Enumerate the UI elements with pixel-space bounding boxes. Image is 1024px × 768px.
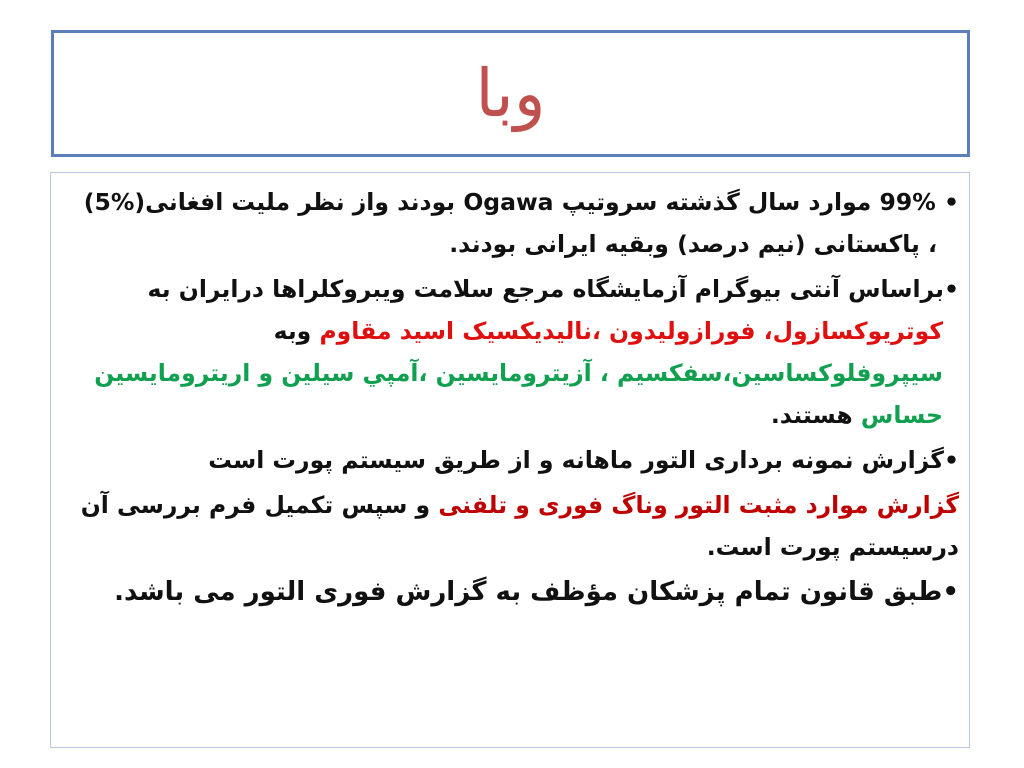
text-segment: براساس آنتی بیوگرام آزمایشگاه مرجع سلامت ویبروکلراها درایران به [147, 275, 944, 303]
sensitive-drugs: سیپروفلوکساسین،سفکسیم ، آزیترومایسین ،آمپي سیلین و اریترومایسین حساس [94, 359, 943, 429]
positive-report-highlight: گزارش موارد مثبت التور وناگ فوری و تلفنی [438, 491, 959, 519]
bullet: • [943, 446, 959, 474]
bullet: • [942, 577, 959, 607]
text-segment: موارد سال گذشته سروتیپ [553, 188, 880, 216]
bullet: • [943, 188, 959, 216]
text-segment: بودند واز نظر ملیت افغانی( [134, 188, 464, 216]
paragraph-positive-report [69, 484, 959, 568]
paragraph-law [69, 571, 959, 613]
resistant-drugs: کوتریوکسازول، فورازولیدون ،نالیدیکسیک اسید مقاوم [319, 317, 943, 345]
text-segment: طبق قانون تمام پزشکان مؤظف به گزارش فوری التور می باشد. [114, 577, 943, 607]
content-box [50, 172, 970, 748]
ogawa-term: Ogawa [463, 188, 554, 216]
text-segment: هستند. [770, 401, 861, 429]
slide-title: وبا [475, 54, 546, 132]
text-segment: وبه [273, 317, 320, 345]
title-box [51, 30, 970, 157]
paragraph-monthly-report [69, 439, 959, 481]
percent-99: 99% [879, 188, 936, 216]
paragraph-ogawa [69, 181, 959, 265]
text-segment: گزارش نمونه برداری التور ماهانه و از طریق سیستم پورت است [208, 446, 944, 474]
text-segment: و سپس تکمیل فرم بررسی آن درسیستم پورت است. [80, 491, 959, 561]
paragraph-antibiogram [69, 268, 959, 436]
percent-5: 5% [94, 188, 135, 216]
bullet: • [943, 275, 959, 303]
text-segment: ) ، پاکستانی (نیم درصد) وبقیه ایرانی بودند. [83, 188, 937, 258]
